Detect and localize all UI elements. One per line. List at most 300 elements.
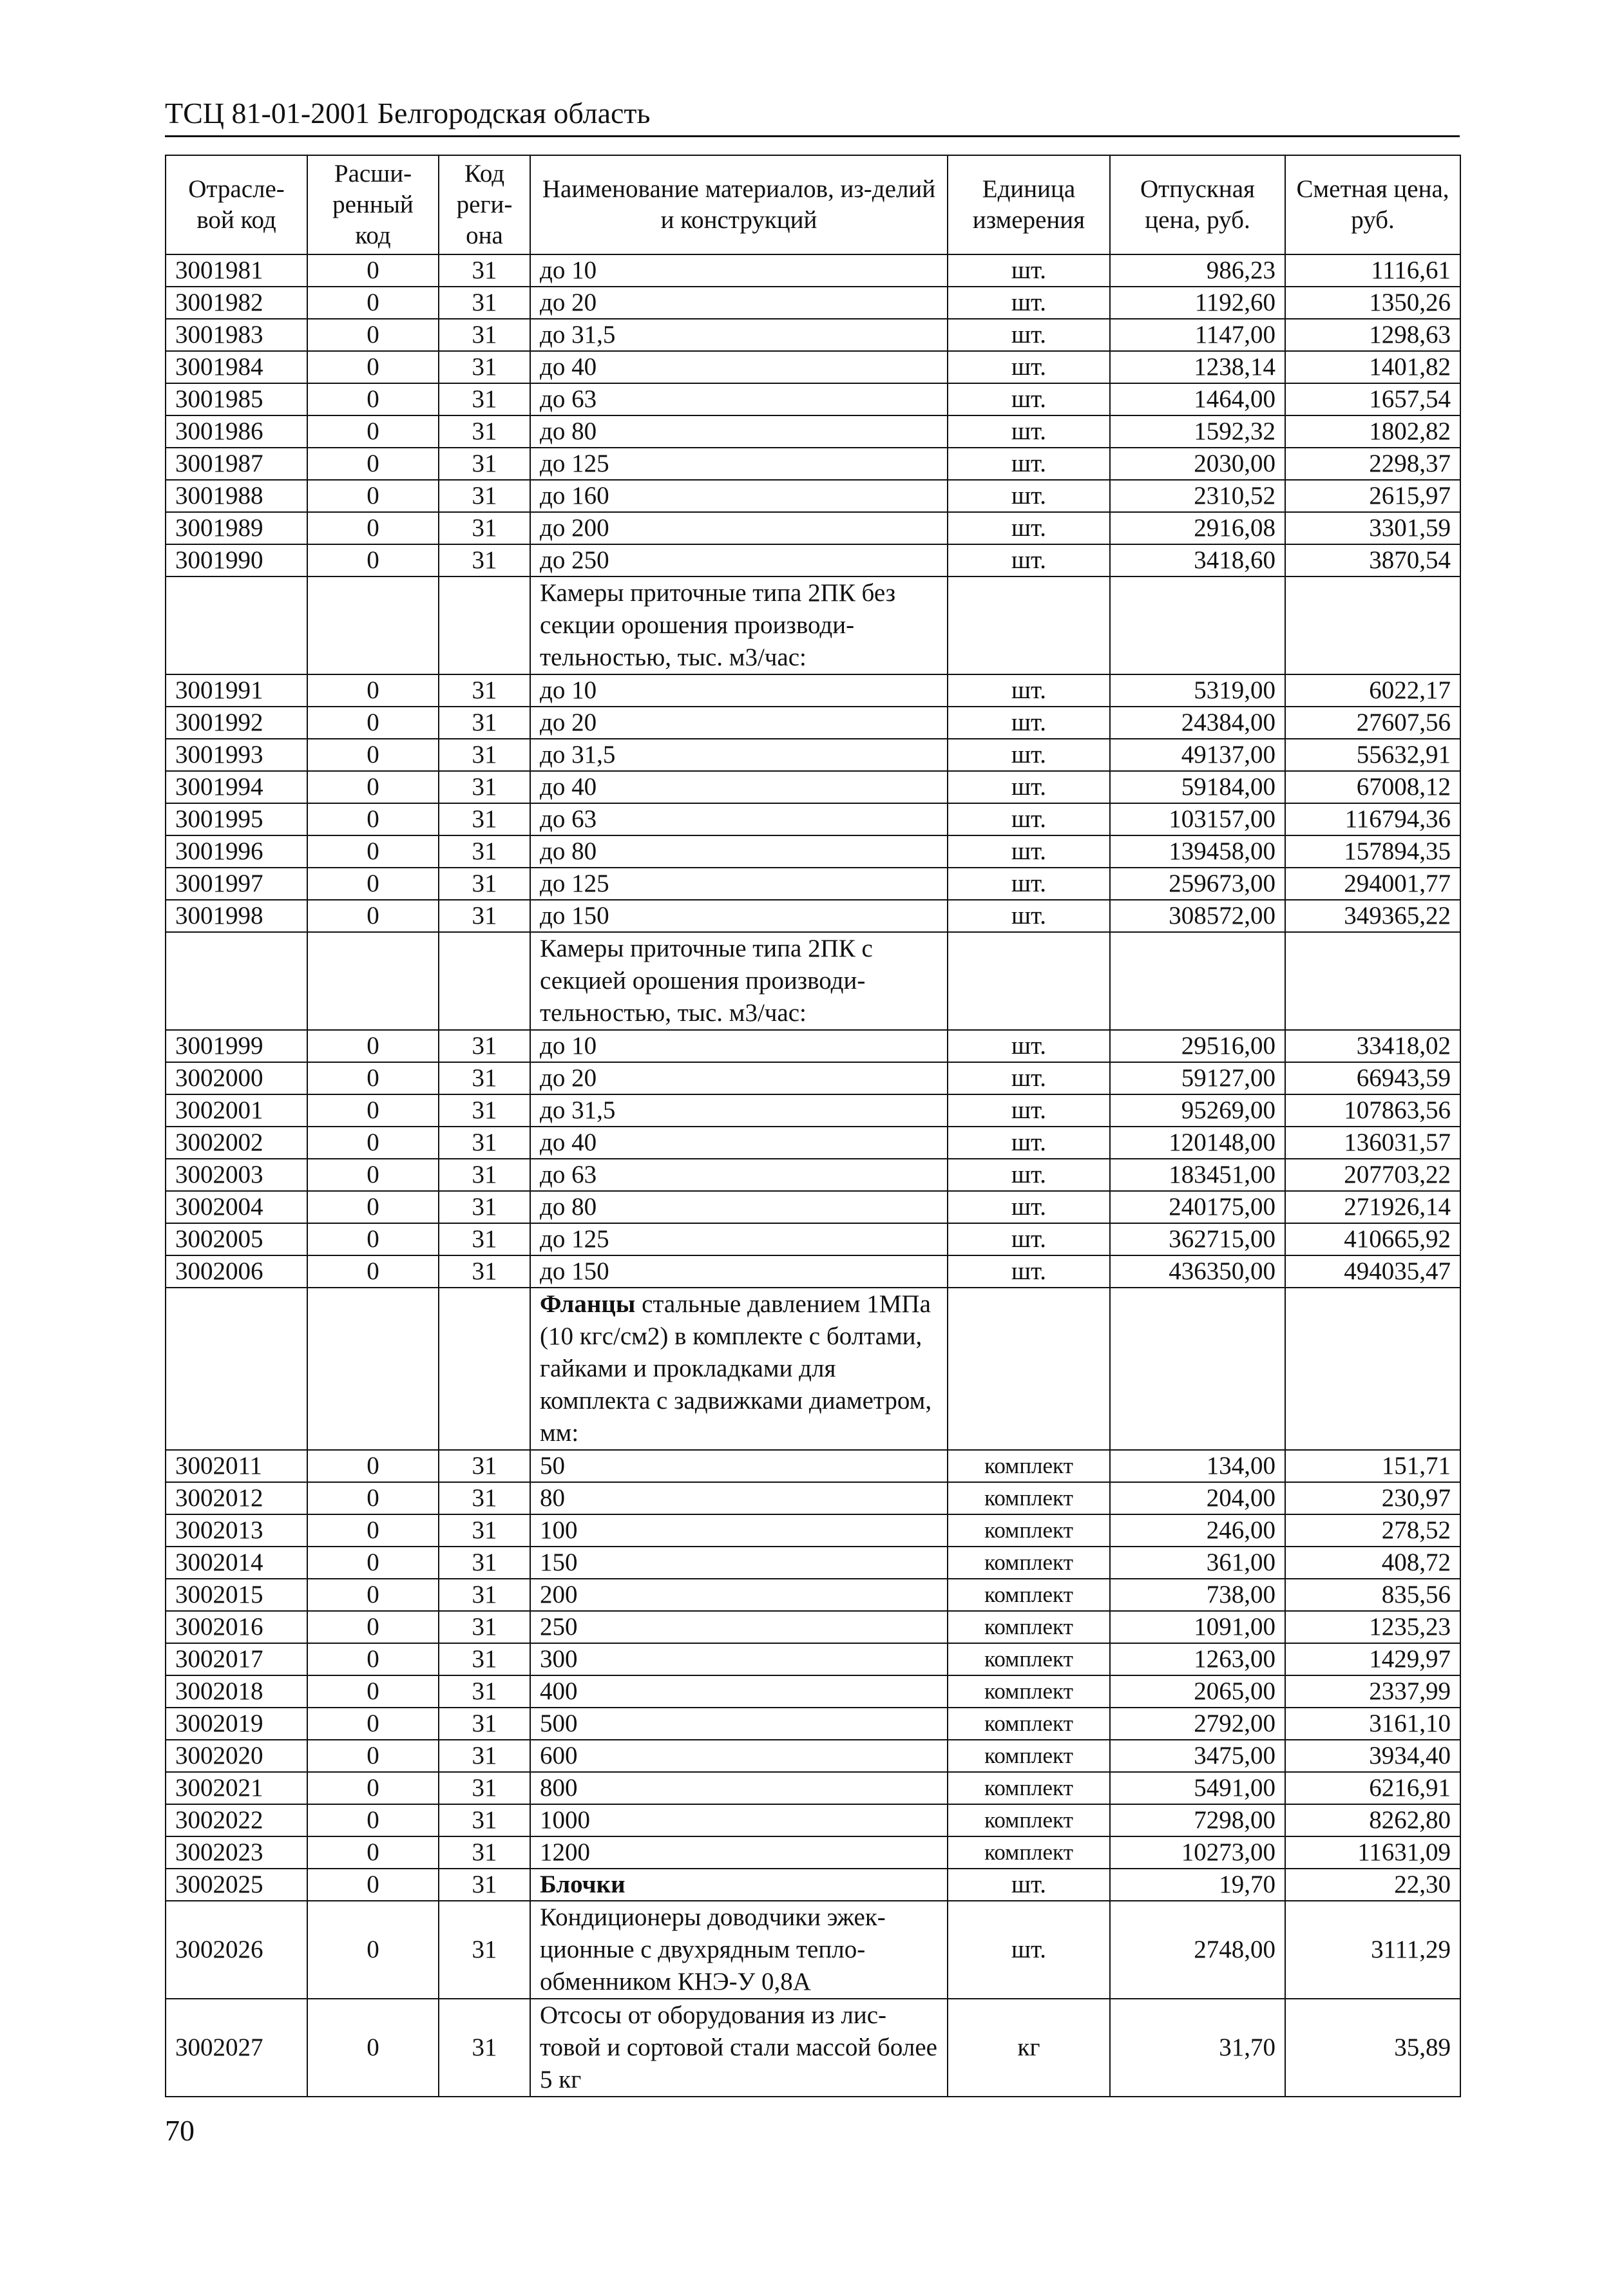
extended-code-cell: 0 xyxy=(307,1127,439,1159)
material-name-cell xyxy=(530,287,948,319)
table-row xyxy=(166,1450,1460,1482)
estimate-price-cell: 136031,57 xyxy=(1285,1127,1460,1159)
material-name-cell xyxy=(530,1643,948,1675)
material-name-text: до 10 xyxy=(540,1032,597,1060)
table-row xyxy=(166,287,1460,319)
table-row xyxy=(166,803,1460,835)
table-row xyxy=(166,835,1460,868)
release-price-cell: 3475,00 xyxy=(1110,1740,1285,1772)
region-code-cell xyxy=(439,1288,530,1450)
estimate-price-cell: 3111,29 xyxy=(1285,1901,1460,1999)
material-name-text: Кондиционеры доводчики эжек-ционные с двухрядным тепло-обменником КНЭ-У 0,8А xyxy=(540,1903,886,1996)
industry-code-cell: 3001998 xyxy=(166,900,307,932)
extended-code-cell: 0 xyxy=(307,415,439,448)
release-price-cell: 120148,00 xyxy=(1110,1127,1285,1159)
extended-code-cell: 0 xyxy=(307,1450,439,1482)
unit-cell xyxy=(948,576,1110,674)
region-code-cell: 31 xyxy=(439,319,530,351)
unit-cell: комплект xyxy=(948,1804,1110,1836)
extended-code-cell: 0 xyxy=(307,1740,439,1772)
region-code-cell: 31 xyxy=(439,1901,530,1999)
release-price-cell: 24384,00 xyxy=(1110,707,1285,739)
material-name-cell xyxy=(530,1223,948,1255)
table-row xyxy=(166,1094,1460,1127)
estimate-price-cell: 33418,02 xyxy=(1285,1030,1460,1062)
estimate-price-cell: 410665,92 xyxy=(1285,1223,1460,1255)
release-price-cell: 5491,00 xyxy=(1110,1772,1285,1804)
group-heading-row xyxy=(166,932,1460,1030)
material-name-text: 500 xyxy=(540,1710,578,1737)
region-code-cell: 31 xyxy=(439,1611,530,1643)
release-price-cell: 2916,08 xyxy=(1110,512,1285,544)
material-name-cell xyxy=(530,771,948,803)
industry-code-cell: 3002000 xyxy=(166,1062,307,1094)
extended-code-cell: 0 xyxy=(307,1611,439,1643)
material-name-text: до 40 xyxy=(540,353,597,381)
industry-code-cell: 3001989 xyxy=(166,512,307,544)
release-price-cell: 1192,60 xyxy=(1110,287,1285,319)
material-name-cell xyxy=(530,1579,948,1611)
material-name-text: до 250 xyxy=(540,546,609,574)
extended-code-cell: 0 xyxy=(307,544,439,576)
table-row xyxy=(166,1708,1460,1740)
material-name-text: до 10 xyxy=(540,256,597,284)
extended-code-cell: 0 xyxy=(307,1772,439,1804)
estimate-price-cell: 349365,22 xyxy=(1285,900,1460,932)
group-heading-row xyxy=(166,1288,1460,1450)
industry-code-cell: 3001986 xyxy=(166,415,307,448)
table-row xyxy=(166,1999,1460,2097)
industry-code-cell: 3001999 xyxy=(166,1030,307,1062)
material-name-text: 80 xyxy=(540,1484,565,1512)
material-name-text: до 31,5 xyxy=(540,741,616,768)
unit-cell: шт. xyxy=(948,771,1110,803)
extended-code-cell: 0 xyxy=(307,1514,439,1547)
material-name-text: до 63 xyxy=(540,805,597,833)
region-code-cell: 31 xyxy=(439,448,530,480)
unit-cell: шт. xyxy=(948,287,1110,319)
group-heading-row xyxy=(166,576,1460,674)
material-name-text: до 150 xyxy=(540,1257,609,1285)
unit-cell: шт. xyxy=(948,1094,1110,1127)
release-price-cell: 49137,00 xyxy=(1110,739,1285,771)
region-code-cell: 31 xyxy=(439,835,530,868)
industry-code-cell: 3002027 xyxy=(166,1999,307,2097)
extended-code-cell: 0 xyxy=(307,1159,439,1191)
region-code-cell: 31 xyxy=(439,1804,530,1836)
material-name-text: до 80 xyxy=(540,417,597,445)
estimate-price-cell: 3934,40 xyxy=(1285,1740,1460,1772)
unit-cell: шт. xyxy=(948,1062,1110,1094)
industry-code-cell: 3002023 xyxy=(166,1836,307,1869)
material-name-text: до 200 xyxy=(540,514,609,542)
table-row xyxy=(166,1611,1460,1643)
industry-code-cell: 3002003 xyxy=(166,1159,307,1191)
material-name-cell xyxy=(530,576,948,674)
release-price-cell: 3418,60 xyxy=(1110,544,1285,576)
unit-cell xyxy=(948,932,1110,1030)
table-row xyxy=(166,351,1460,383)
region-code-cell: 31 xyxy=(439,1514,530,1547)
material-name-cell xyxy=(530,1191,948,1223)
release-price-cell xyxy=(1110,576,1285,674)
release-price-cell: 2792,00 xyxy=(1110,1708,1285,1740)
industry-code-cell: 3001991 xyxy=(166,674,307,707)
estimate-price-cell: 2298,37 xyxy=(1285,448,1460,480)
release-price-cell: 1091,00 xyxy=(1110,1611,1285,1643)
material-name-text: до 20 xyxy=(540,709,597,736)
material-name-text: до 20 xyxy=(540,1064,597,1092)
table-row xyxy=(166,1772,1460,1804)
unit-cell: комплект xyxy=(948,1836,1110,1869)
material-name-text: до 31,5 xyxy=(540,1096,616,1124)
industry-code-cell: 3001994 xyxy=(166,771,307,803)
material-name-cell xyxy=(530,835,948,868)
unit-cell: шт. xyxy=(948,1030,1110,1062)
estimate-price-cell: 116794,36 xyxy=(1285,803,1460,835)
release-price-cell: 95269,00 xyxy=(1110,1094,1285,1127)
unit-cell: шт. xyxy=(948,544,1110,576)
extended-code-cell xyxy=(307,1288,439,1450)
industry-code-cell: 3002002 xyxy=(166,1127,307,1159)
extended-code-cell: 0 xyxy=(307,351,439,383)
region-code-cell: 31 xyxy=(439,707,530,739)
material-name-cell xyxy=(530,1740,948,1772)
region-code-cell: 31 xyxy=(439,1223,530,1255)
extended-code-cell: 0 xyxy=(307,707,439,739)
estimate-price-cell: 2615,97 xyxy=(1285,480,1460,512)
unit-cell: шт. xyxy=(948,1191,1110,1223)
estimate-price-cell: 230,97 xyxy=(1285,1482,1460,1514)
region-code-cell: 31 xyxy=(439,1643,530,1675)
unit-cell: шт. xyxy=(948,1255,1110,1288)
extended-code-cell: 0 xyxy=(307,1547,439,1579)
extended-code-cell: 0 xyxy=(307,771,439,803)
release-price-cell: 31,70 xyxy=(1110,1999,1285,2097)
extended-code-cell: 0 xyxy=(307,1094,439,1127)
region-code-cell: 31 xyxy=(439,1836,530,1869)
unit-cell: шт. xyxy=(948,351,1110,383)
region-code-cell: 31 xyxy=(439,383,530,415)
material-name-text: до 150 xyxy=(540,902,609,929)
industry-code-cell: 3002016 xyxy=(166,1611,307,1643)
estimate-price-cell: 107863,56 xyxy=(1285,1094,1460,1127)
unit-cell: шт. xyxy=(948,707,1110,739)
page-header: ТСЦ 81-01-2001 Белгородская область xyxy=(165,97,651,129)
release-price-cell xyxy=(1110,932,1285,1030)
release-price-cell: 1147,00 xyxy=(1110,319,1285,351)
release-price-cell: 361,00 xyxy=(1110,1547,1285,1579)
region-code-cell: 31 xyxy=(439,512,530,544)
extended-code-cell: 0 xyxy=(307,1901,439,1999)
table-row xyxy=(166,900,1460,932)
estimate-price-cell: 3301,59 xyxy=(1285,512,1460,544)
extended-code-cell: 0 xyxy=(307,1191,439,1223)
table-row xyxy=(166,1191,1460,1223)
release-price-cell: 2310,52 xyxy=(1110,480,1285,512)
extended-code-cell: 0 xyxy=(307,1675,439,1708)
material-name-text: 300 xyxy=(540,1645,578,1673)
estimate-price-cell: 207703,22 xyxy=(1285,1159,1460,1191)
region-code-cell: 31 xyxy=(439,1255,530,1288)
unit-cell: шт. xyxy=(948,1901,1110,1999)
release-price-cell: 1592,32 xyxy=(1110,415,1285,448)
release-price-cell: 1238,14 xyxy=(1110,351,1285,383)
unit-cell: шт. xyxy=(948,383,1110,415)
region-code-cell: 31 xyxy=(439,771,530,803)
material-name-cell xyxy=(530,319,948,351)
unit-cell: шт. xyxy=(948,480,1110,512)
table-row xyxy=(166,1740,1460,1772)
unit-cell: комплект xyxy=(948,1514,1110,1547)
table-row xyxy=(166,1482,1460,1514)
material-name-cell xyxy=(530,254,948,287)
industry-code-cell: 3002013 xyxy=(166,1514,307,1547)
table-header-row xyxy=(166,155,1460,254)
table-row xyxy=(166,1062,1460,1094)
region-code-cell xyxy=(439,932,530,1030)
material-name-cell xyxy=(530,1675,948,1708)
material-name-cell xyxy=(530,674,948,707)
region-code-cell: 31 xyxy=(439,1740,530,1772)
industry-code-cell: 3002025 xyxy=(166,1869,307,1901)
unit-cell xyxy=(948,1288,1110,1450)
estimate-price-cell: 67008,12 xyxy=(1285,771,1460,803)
extended-code-cell: 0 xyxy=(307,674,439,707)
industry-code-cell: 3001996 xyxy=(166,835,307,868)
extended-code-cell: 0 xyxy=(307,835,439,868)
estimate-price-cell: 157894,35 xyxy=(1285,835,1460,868)
unit-cell: комплект xyxy=(948,1611,1110,1643)
material-name-cell xyxy=(530,1094,948,1127)
region-code-cell: 31 xyxy=(439,1869,530,1901)
unit-cell: комплект xyxy=(948,1740,1110,1772)
region-code-cell: 31 xyxy=(439,480,530,512)
extended-code-cell: 0 xyxy=(307,1804,439,1836)
table-row xyxy=(166,1804,1460,1836)
release-price-cell: 362715,00 xyxy=(1110,1223,1285,1255)
table-row xyxy=(166,1514,1460,1547)
estimate-price-cell: 1802,82 xyxy=(1285,415,1460,448)
unit-cell: шт. xyxy=(948,1869,1110,1901)
release-price-cell: 183451,00 xyxy=(1110,1159,1285,1191)
region-code-cell: 31 xyxy=(439,1450,530,1482)
estimate-price-cell: 1429,97 xyxy=(1285,1643,1460,1675)
material-name-text: 400 xyxy=(540,1677,578,1705)
material-name-text: до 160 xyxy=(540,482,609,510)
region-code-cell: 31 xyxy=(439,287,530,319)
release-price-cell: 246,00 xyxy=(1110,1514,1285,1547)
material-name-text: 800 xyxy=(540,1774,578,1802)
region-code-cell: 31 xyxy=(439,254,530,287)
release-price-cell: 1263,00 xyxy=(1110,1643,1285,1675)
table-row xyxy=(166,1255,1460,1288)
unit-cell: шт. xyxy=(948,1127,1110,1159)
estimate-price-cell: 835,56 xyxy=(1285,1579,1460,1611)
unit-cell: шт. xyxy=(948,415,1110,448)
material-name-cell xyxy=(530,803,948,835)
estimate-price-cell: 6216,91 xyxy=(1285,1772,1460,1804)
material-name-cell xyxy=(530,480,948,512)
extended-code-cell: 0 xyxy=(307,1223,439,1255)
estimate-price-cell: 8262,80 xyxy=(1285,1804,1460,1836)
release-price-cell: 986,23 xyxy=(1110,254,1285,287)
extended-code-cell: 0 xyxy=(307,803,439,835)
material-name-text: Отсосы от оборудования из лис-товой и сортовой стали массой более 5 кг xyxy=(540,2001,937,2093)
table-row xyxy=(166,319,1460,351)
extended-code-cell: 0 xyxy=(307,512,439,544)
region-code-cell: 31 xyxy=(439,1030,530,1062)
industry-code-cell xyxy=(166,1288,307,1450)
table-row xyxy=(166,1223,1460,1255)
estimate-price-cell xyxy=(1285,1288,1460,1450)
industry-code-cell: 3001997 xyxy=(166,868,307,900)
price-table xyxy=(165,155,1461,2097)
region-code-cell: 31 xyxy=(439,351,530,383)
release-price-cell: 308572,00 xyxy=(1110,900,1285,932)
estimate-price-cell: 3870,54 xyxy=(1285,544,1460,576)
unit-cell: комплект xyxy=(948,1708,1110,1740)
estimate-price-cell: 1350,26 xyxy=(1285,287,1460,319)
material-name-cell xyxy=(530,900,948,932)
column-header-extended-code: Расши-ренный код xyxy=(307,155,439,254)
material-name-text: до 40 xyxy=(540,1129,597,1156)
header-rule xyxy=(165,135,1460,137)
estimate-price-cell: 2337,99 xyxy=(1285,1675,1460,1708)
extended-code-cell: 0 xyxy=(307,480,439,512)
release-price-cell: 436350,00 xyxy=(1110,1255,1285,1288)
unit-cell: комплект xyxy=(948,1450,1110,1482)
industry-code-cell: 3002018 xyxy=(166,1675,307,1708)
material-name-cell xyxy=(530,1062,948,1094)
column-header-material-name: Наименование материалов, из-делий и конструкций xyxy=(530,155,948,254)
industry-code-cell: 3002001 xyxy=(166,1094,307,1127)
release-price-cell: 204,00 xyxy=(1110,1482,1285,1514)
material-name-cell xyxy=(530,544,948,576)
table-row xyxy=(166,674,1460,707)
table-row xyxy=(166,707,1460,739)
estimate-price-cell: 55632,91 xyxy=(1285,739,1460,771)
industry-code-cell: 3001987 xyxy=(166,448,307,480)
material-name-text: 150 xyxy=(540,1548,578,1576)
estimate-price-cell: 151,71 xyxy=(1285,1450,1460,1482)
release-price-cell: 59184,00 xyxy=(1110,771,1285,803)
material-name-text: Камеры приточные типа 2ПК без секции орошения производи-тельностью, тыс. м3/час: xyxy=(540,579,896,671)
extended-code-cell: 0 xyxy=(307,1869,439,1901)
estimate-price-cell: 1298,63 xyxy=(1285,319,1460,351)
material-name-cell xyxy=(530,1159,948,1191)
unit-cell: шт. xyxy=(948,512,1110,544)
industry-code-cell: 3002015 xyxy=(166,1579,307,1611)
material-name-text: до 125 xyxy=(540,1225,609,1253)
region-code-cell: 31 xyxy=(439,1094,530,1127)
material-name-bold: Блочки xyxy=(540,1871,626,1898)
estimate-price-cell xyxy=(1285,932,1460,1030)
material-name-cell xyxy=(530,351,948,383)
material-name-cell xyxy=(530,1869,948,1901)
table-row xyxy=(166,1547,1460,1579)
extended-code-cell: 0 xyxy=(307,1062,439,1094)
material-name-text: 600 xyxy=(540,1742,578,1769)
extended-code-cell: 0 xyxy=(307,1643,439,1675)
industry-code-cell: 3001985 xyxy=(166,383,307,415)
industry-code-cell: 3002012 xyxy=(166,1482,307,1514)
extended-code-cell: 0 xyxy=(307,739,439,771)
industry-code-cell: 3001982 xyxy=(166,287,307,319)
release-price-cell: 59127,00 xyxy=(1110,1062,1285,1094)
release-price-cell: 139458,00 xyxy=(1110,835,1285,868)
material-name-cell xyxy=(530,1708,948,1740)
table-row xyxy=(166,512,1460,544)
material-name-cell xyxy=(530,739,948,771)
release-price-cell: 1464,00 xyxy=(1110,383,1285,415)
unit-cell: шт. xyxy=(948,739,1110,771)
column-header-unit: Единица измерения xyxy=(948,155,1110,254)
column-header-industry-code: Отрасле-вой код xyxy=(166,155,307,254)
region-code-cell: 31 xyxy=(439,415,530,448)
unit-cell: шт. xyxy=(948,319,1110,351)
material-name-cell xyxy=(530,1901,948,1999)
material-name-cell xyxy=(530,1804,948,1836)
unit-cell: комплект xyxy=(948,1643,1110,1675)
material-name-text: 200 xyxy=(540,1581,578,1608)
table-row xyxy=(166,448,1460,480)
material-name-cell xyxy=(530,868,948,900)
material-name-cell xyxy=(530,1482,948,1514)
industry-code-cell: 3002020 xyxy=(166,1740,307,1772)
industry-code-cell: 3001995 xyxy=(166,803,307,835)
material-name-text: до 125 xyxy=(540,870,609,897)
estimate-price-cell: 3161,10 xyxy=(1285,1708,1460,1740)
material-name-text: 1000 xyxy=(540,1806,590,1834)
table-row xyxy=(166,739,1460,771)
unit-cell: кг xyxy=(948,1999,1110,2097)
industry-code-cell xyxy=(166,932,307,1030)
table-row xyxy=(166,868,1460,900)
industry-code-cell: 3002026 xyxy=(166,1901,307,1999)
material-name-cell xyxy=(530,932,948,1030)
region-code-cell: 31 xyxy=(439,1547,530,1579)
release-price-cell: 10273,00 xyxy=(1110,1836,1285,1869)
estimate-price-cell: 1657,54 xyxy=(1285,383,1460,415)
estimate-price-cell: 1235,23 xyxy=(1285,1611,1460,1643)
region-code-cell: 31 xyxy=(439,1999,530,2097)
estimate-price-cell: 35,89 xyxy=(1285,1999,1460,2097)
extended-code-cell: 0 xyxy=(307,319,439,351)
industry-code-cell: 3002021 xyxy=(166,1772,307,1804)
material-name-text: до 63 xyxy=(540,385,597,413)
material-name-text: 1200 xyxy=(540,1838,590,1866)
extended-code-cell: 0 xyxy=(307,1836,439,1869)
material-name-cell xyxy=(530,1288,948,1450)
table-row xyxy=(166,254,1460,287)
industry-code-cell: 3002022 xyxy=(166,1804,307,1836)
unit-cell: шт. xyxy=(948,1223,1110,1255)
release-price-cell: 2065,00 xyxy=(1110,1675,1285,1708)
release-price-cell: 5319,00 xyxy=(1110,674,1285,707)
estimate-price-cell xyxy=(1285,576,1460,674)
estimate-price-cell: 278,52 xyxy=(1285,1514,1460,1547)
unit-cell: комплект xyxy=(948,1675,1110,1708)
material-name-cell xyxy=(530,1255,948,1288)
region-code-cell: 31 xyxy=(439,544,530,576)
region-code-cell: 31 xyxy=(439,868,530,900)
material-name-cell xyxy=(530,1514,948,1547)
material-name-text: до 80 xyxy=(540,1193,597,1221)
material-name-text: до 80 xyxy=(540,837,597,865)
material-name-cell xyxy=(530,383,948,415)
industry-code-cell: 3002019 xyxy=(166,1708,307,1740)
